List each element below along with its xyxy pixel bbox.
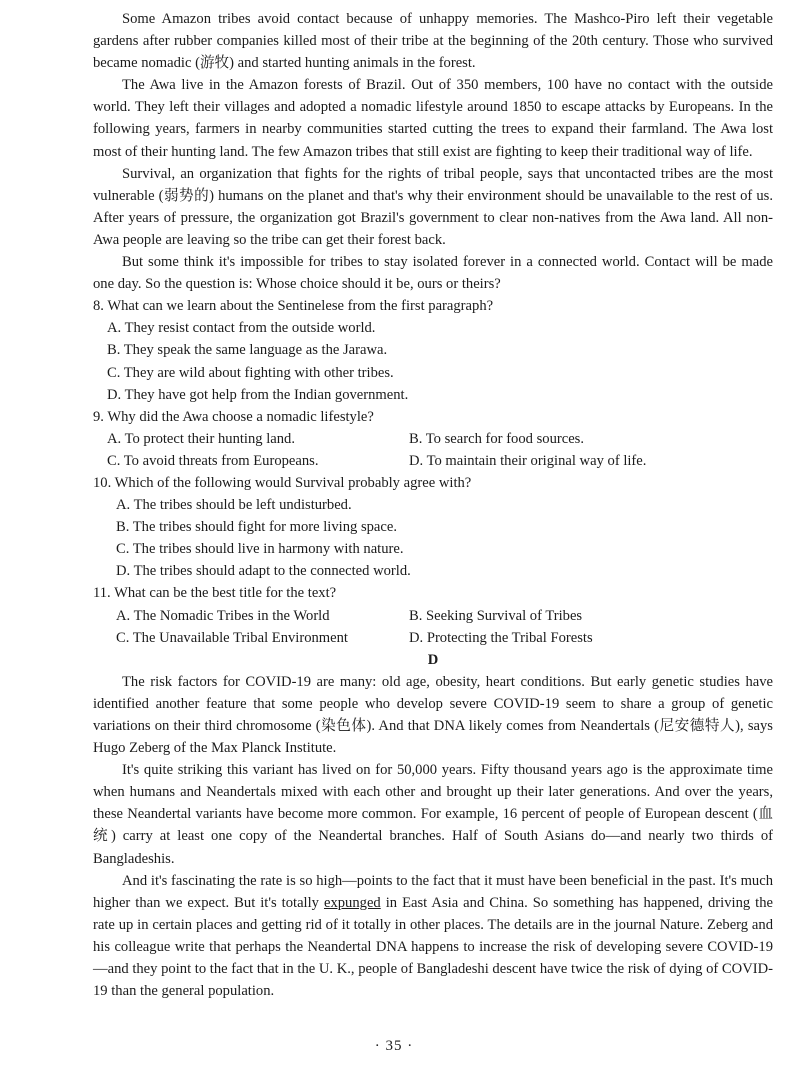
question-11-options-row-1 <box>93 605 773 627</box>
question-11-option-d: D. Protecting the Tribal Forests <box>409 629 593 646</box>
question-8-option-a: A. They resist contact from the outside world. <box>107 320 376 337</box>
passage-d-paragraph-2: It's quite striking this variant has lived on for 50,000 years. Fifty thousand years ago is the approximate time when humans and Neandertals mixed with each other and brought up their later generations. And over the years, these Neandertal variants have become more common. For example, 16 percent of people of European descent (血统) carry at least one copy of the Neandertal branches. Half of South Asians do—and nearly two thirds of Bangladeshis. <box>93 762 773 867</box>
question-9-option-c: C. To avoid threats from Europeans. <box>107 452 319 469</box>
question-11-option-c: C. The Unavailable Tribal Environment <box>116 629 348 646</box>
passage-c-paragraph-1: Some Amazon tribes avoid contact because of unhappy memories. The Mashco-Piro left their vegetable gardens after rubber companies killed most of their tribe at the beginning of the 20th century. Those who survived became nomadic (游牧) and started hunting animals in the forest. <box>93 11 773 72</box>
question-10-option-a: A. The tribes should be left undisturbed. <box>116 497 352 514</box>
passage-c-paragraph-4: But some think it's impossible for tribes to stay isolated forever in a connected world. Contact will be made one day. So the question is: Whose choice should it be, ours or theirs? <box>93 254 773 293</box>
underlined-word-expunged: expunged <box>323 894 381 911</box>
question-10-option-d: D. The tribes should adapt to the connected world. <box>116 563 411 580</box>
question-9-option-a: A. To protect their hunting land. <box>107 430 295 447</box>
question-10-stem: 10. Which of the following would Survival probably agree with? <box>93 474 472 491</box>
question-10-option-c: C. The tribes should live in harmony with nature. <box>116 541 404 558</box>
passage-d-paragraph-3-start: And it's fascinating the rate is so high—points to the fact that it must have been beneficial in the past. It's much higher than we expect. But it's totally <box>93 872 773 911</box>
question-11-options-row-2 <box>93 627 773 649</box>
question-9-options-row-1 <box>93 428 773 450</box>
question-9-options-row-2 <box>93 450 773 472</box>
passage-d-paragraph-1: The risk factors for COVID-19 are many: old age, obesity, heart conditions. But early genetic studies have identified another feature that some people who develop severe COVID-19 seem to share a group of genetic variations on their third chromosome (染色体). And that DNA likely comes from Neandertals (尼安德特人), says Hugo Zeberg of the Max Planck Institute. <box>93 673 773 757</box>
question-8-option-b: B. They speak the same language as the Jarawa. <box>107 342 388 359</box>
passage-c-paragraph-2: The Awa live in the Amazon forests of Brazil. Out of 350 members, 100 have no contact with the outside world. They left their villages and adopted a nomadic lifestyle around 1850 to escape attacks by Europeans. In the following years, farmers in nearby communities started cutting the trees to expand their farmland. The Awa lost most of their hunting land. The few Amazon tribes that still exist are fighting to keep their traditional way of life. <box>93 77 773 160</box>
passage-c-paragraph-3: Survival, an organization that fights for the rights of tribal people, says that uncontacted tribes are the most vulnerable (弱势的) humans on the planet and that's why their environment should be unavailable to the rest of us. After years of pressure, the organization got Brazil's government to clear non-natives from the Awa land. All non-Awa people are leaving so the tribe can get their forest back. <box>93 165 773 248</box>
passage-d-paragraph-3 <box>93 870 773 1003</box>
question-8-stem: 8. What can we learn about the Sentinelese from the first paragraph? <box>93 298 494 315</box>
question-9-option-b: B. To search for food sources. <box>409 430 585 447</box>
question-11-option-b: B. Seeking Survival of Tribes <box>409 607 583 624</box>
question-11-option-a: A. The Nomadic Tribes in the World <box>116 607 330 624</box>
passage-d-paragraph-3-end: in East Asia and China. So something has happened, driving the rate up in certain places and getting rid of it totally in other places. The details are in the journal Nature. Zeberg and his colleague write that perhaps the Neandertal DNA happens to increase the risk of developing severe COVID-19—and they point to the fact that in the U. K., people of Bangladeshi descent have twice the risk of dying of COVID-19 than the general population. <box>93 894 773 1000</box>
question-11-stem: 11. What can be the best title for the text? <box>93 585 337 602</box>
question-8-option-d: D. They have got help from the Indian government. <box>107 386 409 403</box>
page-number: · 35 · <box>374 1038 414 1054</box>
question-8-option-c: C. They are wild about fighting with other tribes. <box>107 364 394 381</box>
question-9-option-d: D. To maintain their original way of life. <box>409 452 647 469</box>
question-9-stem: 9. Why did the Awa choose a nomadic lifestyle? <box>93 408 374 425</box>
passage-d-heading: D <box>427 651 439 668</box>
question-10-option-b: B. The tribes should fight for more living space. <box>116 519 398 536</box>
